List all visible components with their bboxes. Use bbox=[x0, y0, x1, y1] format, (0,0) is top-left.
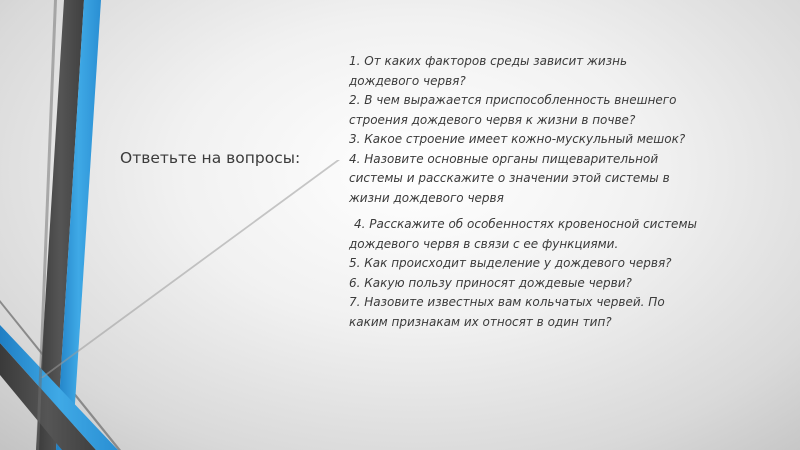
question-line: 5. Как происходит выделение у дождевого червя? bbox=[349, 256, 672, 270]
question-line: строения дождевого червя к жизни в почве? bbox=[349, 112, 636, 127]
question-line: системы и расскажите о значении этой системы в bbox=[349, 171, 670, 185]
question-line: 7. Назовите известных вам кольчатых червей. По bbox=[349, 295, 665, 309]
question-line: каким признакам их относят в один тип? bbox=[349, 314, 612, 329]
question-line: 1. От каких факторов среды зависит жизнь bbox=[349, 54, 628, 68]
question-line: дождевого червя? bbox=[349, 73, 466, 88]
question-line: 2. В чем выражается приспособленность внешнего bbox=[349, 93, 677, 107]
question-line: 3. Какое строение имеет кожно-мускульный мешок? bbox=[349, 132, 686, 146]
question-line: 4. Назовите основные органы пищеварительной bbox=[349, 151, 659, 166]
question-line: 6. Какую пользу приносят дождевые черви? bbox=[349, 275, 632, 290]
question-line: 4. Расскажите об особенностях кровеносной системы bbox=[354, 217, 697, 231]
paragraph-gap bbox=[349, 208, 769, 215]
questions-text bbox=[349, 52, 769, 332]
question-line: жизни дождевого червя bbox=[349, 190, 504, 205]
question-line: дождевого червя в связи с ее функциями. bbox=[349, 236, 619, 251]
slide-title: Ответьте на вопросы: bbox=[120, 149, 301, 167]
